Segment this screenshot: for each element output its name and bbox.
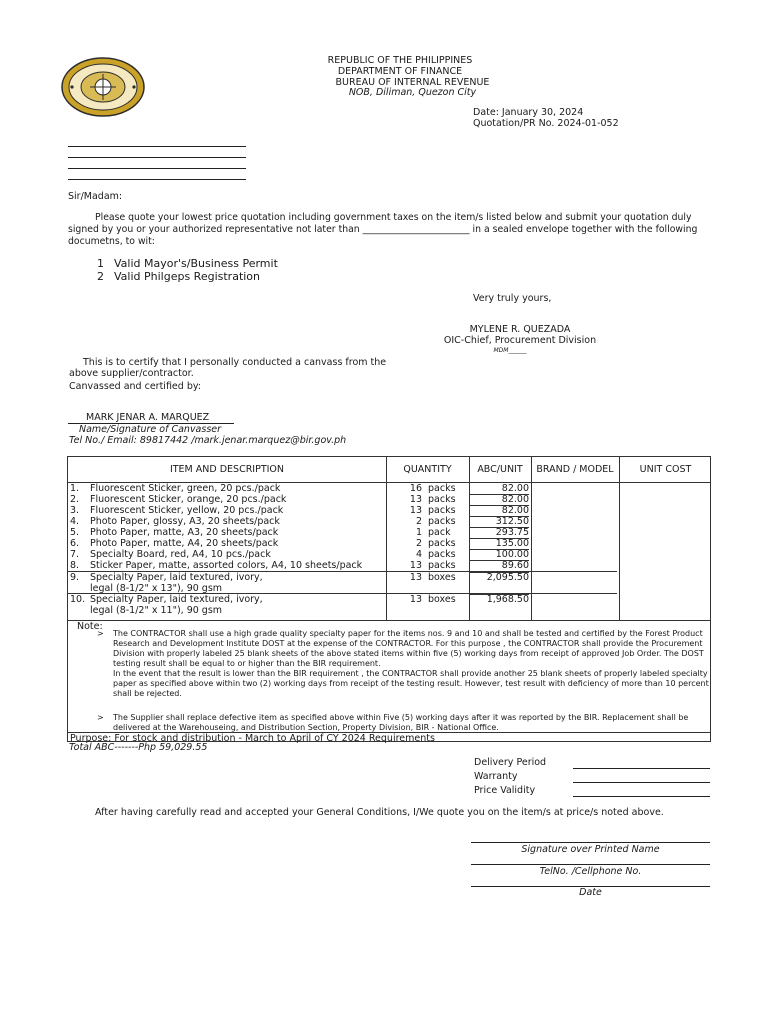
abc-cell-divider (469, 494, 529, 495)
item-quantity: 13 (409, 494, 422, 505)
abc-cell-divider (469, 538, 529, 539)
item-abc: 82.00 (501, 494, 529, 505)
item-quantity: 1 (415, 527, 422, 538)
item-unit: packs (428, 560, 456, 571)
item-description: Specialty Paper, laid textured, ivory, (90, 572, 263, 583)
item-description: Fluorescent Sticker, yellow, 20 pcs./pack (90, 505, 284, 516)
abc-cell-divider (469, 549, 529, 550)
item-number: 8. (70, 560, 80, 571)
canvasser-contact: Tel No./ Email: 89817442 /mark.jenar.marquez@bir.gov.ph (69, 435, 347, 446)
item-quantity: 16 (409, 483, 422, 494)
item-unit: packs (428, 505, 456, 516)
letter-body-line2: signed by you or your authorized representative not later than _______________________ in a sealed envelope together with the following (68, 224, 698, 235)
telephone-line[interactable] (471, 864, 710, 865)
item-number: 7. (70, 549, 80, 560)
note-bullet: > (97, 629, 104, 638)
letter-body-line1: Please quote your lowest price quotation including government taxes on the item/s listed below and submit your quotation duly (95, 212, 692, 223)
abc-cell-divider (469, 560, 529, 561)
item-abc: 312.50 (495, 516, 529, 527)
acceptance-statement: After having carefully read and accepted your General Conditions, I/We quote you on the item/s at price/s noted above. (95, 807, 664, 818)
item-quantity: 2 (415, 516, 422, 527)
item-unit: boxes (428, 594, 456, 605)
requirement-number: 2 (97, 270, 104, 283)
signatory-name: MYLENE R. QUEZADA (469, 324, 571, 335)
item-unit: packs (428, 549, 456, 560)
item-abc: 2,095.50 (486, 572, 529, 583)
delivery-period-label: Delivery Period (474, 757, 547, 768)
address-line (68, 157, 246, 158)
canvasser-name: MARK JENAR A. MARQUEZ (86, 412, 210, 423)
price-validity-field[interactable] (573, 796, 710, 797)
signatory-title: OIC-Chief, Procurement Division (443, 335, 597, 346)
item-quantity: 13 (409, 572, 422, 583)
warranty-field[interactable] (573, 782, 710, 783)
telephone-caption: TelNo. /Cellphone No. (539, 866, 642, 877)
item-abc: 135.00 (495, 538, 529, 549)
row-divider (68, 571, 617, 572)
item-number: 10. (70, 594, 86, 605)
header-quantity: QUANTITY (403, 464, 452, 475)
item-description-cont: legal (8-1/2" x 11"), 90 gsm (90, 605, 223, 616)
bir-seal-logo (60, 56, 146, 118)
header-brand-model: BRAND / MODEL (536, 464, 614, 475)
address-line (68, 179, 246, 180)
header-republic: REPUBLIC OF THE PHILIPPINES (327, 55, 473, 66)
address-line (68, 146, 246, 147)
item-unit: packs (428, 538, 456, 549)
item-quantity: 13 (409, 594, 422, 605)
item-unit: packs (428, 483, 456, 494)
note-bullet: > (97, 713, 104, 722)
note-label: Note: (77, 621, 103, 632)
item-abc: 82.00 (501, 505, 529, 516)
row-divider (68, 620, 710, 621)
item-quantity: 2 (415, 538, 422, 549)
price-validity-label: Price Validity (474, 785, 536, 796)
item-number: 1. (70, 483, 80, 494)
requirement-text: Valid Mayor's/Business Permit (114, 257, 278, 270)
item-unit: packs (428, 494, 456, 505)
item-abc: 89.60 (501, 560, 529, 571)
purpose: Purpose: For stock and distribution - March to April of CY 2024 Requirements (70, 733, 435, 744)
letter-body-line3: documetns, to wit: (68, 236, 155, 247)
abc-cell-divider (469, 594, 529, 595)
item-abc: 293.75 (495, 527, 529, 538)
item-number: 3. (70, 505, 80, 516)
quote-date: Date: January 30, 2024 (473, 107, 584, 118)
item-number: 5. (70, 527, 80, 538)
abc-cell-divider (469, 572, 529, 573)
certify-line2: above supplier/contractor. (69, 368, 194, 379)
note-1: The CONTRACTOR shall use a high grade quality specialty paper for the items nos. 9 and 10 and shall be tested and certified by the Forest Product Research and Development Institute DOST at the expense of the CONTRACTOR. For this purpose , the CONTRACTOR shall provide the Procurement Division with properly labeled 25 blank sheets of the above stated items within five (5) working days from receipt of approved Job Order. The DOST testing result shall be equal to or higher than the BIR requirement. (113, 629, 704, 668)
item-number: 9. (70, 572, 80, 583)
header-item: ITEM AND DESCRIPTION (169, 464, 285, 475)
initials: MDM______ (493, 347, 527, 354)
header-abc-unit: ABC/UNIT (477, 464, 523, 475)
item-description: Fluorescent Sticker, orange, 20 pcs./pack (90, 494, 287, 505)
canvasser-caption: Name/Signature of Canvasser (79, 424, 222, 435)
item-quantity: 13 (409, 505, 422, 516)
item-description-cont: legal (8-1/2" x 13"), 90 gsm (90, 583, 223, 594)
item-number: 6. (70, 538, 80, 549)
item-abc: 100.00 (495, 549, 529, 560)
item-unit: boxes (428, 572, 456, 583)
total-abc: Total ABC-------Php 59,029.55 (69, 742, 208, 753)
item-quantity: 13 (409, 560, 422, 571)
signature-caption: Signature over Printed Name (521, 844, 660, 855)
header-bureau: BUREAU OF INTERNAL REVENUE (335, 77, 490, 88)
item-description: Photo Paper, glossy, A3, 20 sheets/pack (90, 516, 280, 527)
certify-line1: This is to certify that I personally conducted a canvass from the (83, 357, 387, 368)
item-description: Fluorescent Sticker, green, 20 pcs./pack (90, 483, 281, 494)
canvassed-label: Canvassed and certified by: (69, 381, 201, 392)
signature-line[interactable] (471, 842, 710, 843)
item-number: 4. (70, 516, 80, 527)
header-department: DEPARTMENT OF FINANCE (337, 66, 463, 77)
items-table (67, 456, 711, 742)
salutation: Sir/Madam: (68, 191, 123, 202)
item-description: Photo Paper, matte, A4, 20 sheets/pack (90, 538, 279, 549)
warranty-label: Warranty (474, 771, 518, 782)
item-abc: 1,968.50 (486, 594, 529, 605)
delivery-period-field[interactable] (573, 768, 710, 769)
header-address: NOB, Diliman, Quezon City (348, 87, 477, 98)
item-number: 2. (70, 494, 80, 505)
row-divider (68, 593, 617, 594)
address-line (68, 168, 246, 169)
item-description: Specialty Board, red, A4, 10 pcs./pack (90, 549, 271, 560)
item-quantity: 4 (415, 549, 422, 560)
item-unit: pack (428, 527, 451, 538)
item-unit: packs (428, 516, 456, 527)
abc-cell-divider (469, 516, 529, 517)
item-description: Specialty Paper, laid textured, ivory, (90, 594, 263, 605)
abc-cell-divider (469, 527, 529, 528)
item-description: Sticker Paper, matte, assorted colors, A4, 10 sheets/pack (90, 560, 363, 571)
requirement-number: 1 (97, 257, 104, 270)
date-caption: Date (579, 887, 602, 898)
quotation-number: Quotation/PR No. 2024-01-052 (473, 118, 619, 129)
abc-cell-divider (469, 505, 529, 506)
note-2: The Supplier shall replace defective item as specified above within Five (5) working days after it was reported by the BIR. Replacement shall be delivered at the Warehouseing, and Distribution Section, Property Division, BIR - National Office. (113, 713, 689, 732)
item-description: Photo Paper, matte, A3, 20 sheets/pack (90, 527, 279, 538)
item-abc: 82.00 (501, 483, 529, 494)
requirement-text: Valid Philgeps Registration (114, 270, 261, 283)
closing: Very truly yours, (473, 293, 552, 304)
note-1b: In the event that the result is lower than the BIR requirement , the CONTRACTOR shall provide another 25 blank sheets of properly labeled specialty paper as specified above within two (2) working days from receipt of the testing result. However, test result with deficiency of more than 10 percent shall be rejected. (113, 669, 709, 698)
header-unit-cost: UNIT COST (639, 464, 692, 475)
